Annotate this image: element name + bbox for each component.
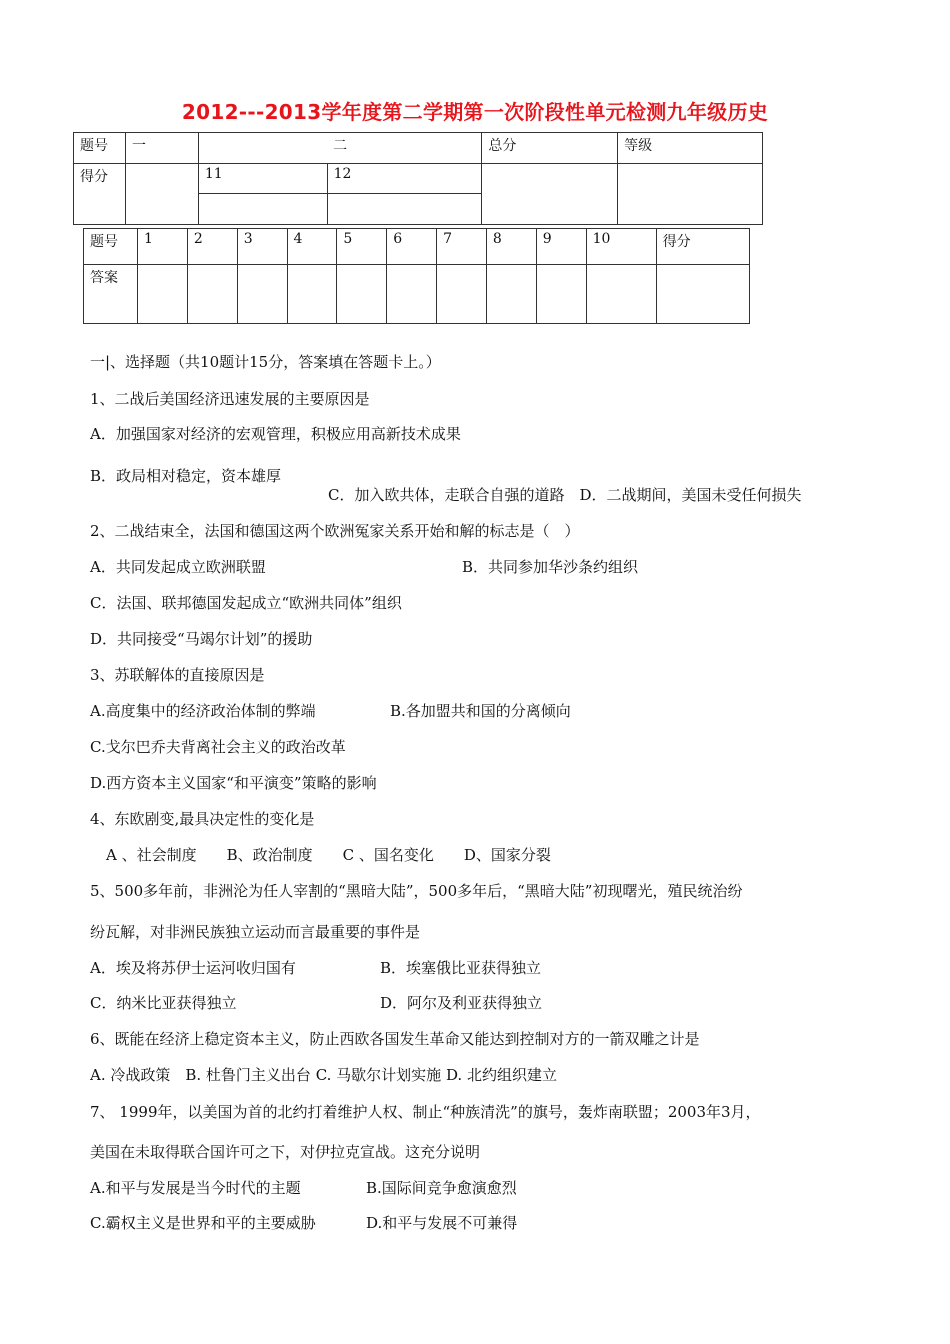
answer-row-label: 答案 [84,265,138,324]
cell-11-score [198,194,327,225]
q3-option-d: D.西方资本主义国家“和平演变”策略的影响 [90,774,377,792]
q4-options: A 、社会制度 B、政治制度 C 、国名变化 D、国家分裂 [106,846,551,864]
cell-h-num: 题号 [74,133,126,164]
q2-option-b: B．共同参加华沙条约组织 [462,558,639,576]
cell-12-score [327,194,482,225]
q3-option-a: A.高度集中的经济政治体制的弊端 [90,702,316,720]
cell-r-score: 得分 [74,164,126,225]
answer-header-cell: 9 [536,229,586,265]
q4-stem: 4、东欧剧变,最具决定性的变化是 [90,810,315,828]
answer-header-cell: 得分 [656,229,749,265]
cell-h-total: 总分 [482,133,618,164]
score-table [73,132,763,225]
answer-header-cell: 2 [187,229,237,265]
q1-option-b: B．政局相对稳定，资本雄厚 [90,467,282,485]
cell-h-grade: 等级 [618,133,763,164]
q2-option-c: C．法国、联邦德国发起成立“欧洲共同体”组织 [90,594,402,612]
q1-stem: 1、二战后美国经济迅速发展的主要原因是 [90,390,370,408]
answer-header-cell: 10 [586,229,656,265]
page-title: 2012---2013学年度第二学期第一次阶段性单元检测九年级历史 [181,100,769,124]
q6-stem: 6、既能在经济上稳定资本主义，防止西欧各国发生革命又能达到控制对方的一箭双雕之计是 [90,1030,700,1048]
q1-option-a: A．加强国家对经济的宏观管理，积极应用高新技术成果 [90,425,461,443]
q5-option-b: B．埃塞俄比亚获得独立 [380,959,542,977]
q2-option-d: D．共同接受“马竭尔计划”的援助 [90,630,313,648]
answer-header-cell: 1 [138,229,188,265]
cell-h-1: 一 [125,133,198,164]
q1-option-cd: C．加入欧共体，走联合自强的道路 D．二战期间，美国未受任何损失 [328,486,802,504]
answer-cell [138,265,188,324]
answer-header-cell: 5 [337,229,387,265]
answer-cell [387,265,437,324]
answer-row [84,265,750,324]
q2-option-a: A．共同发起成立欧洲联盟 [90,558,266,576]
answer-cell [187,265,237,324]
answer-header-cell: 7 [437,229,487,265]
q5-stem-line2: 纷瓦解，对非洲民族独立运动而言最重要的事件是 [90,923,421,941]
answer-table [83,228,750,324]
q5-option-a: A．埃及将苏伊士运河收归国有 [90,959,296,977]
answer-cell [586,265,656,324]
answer-header-cell: 题号 [84,229,138,265]
answer-header-cell: 8 [486,229,536,265]
answer-cell [536,265,586,324]
cell-score-grade [618,164,763,225]
q3-stem: 3、苏联解体的直接原因是 [90,666,265,684]
q7-option-b: B.国际间竞争愈演愈烈 [366,1179,517,1197]
q7-option-a: A.和平与发展是当今时代的主题 [90,1179,301,1197]
q6-options: A. 冷战政策 B. 杜鲁门主义出台 C. 马歇尔计划实施 D. 北约组织建立 [90,1066,557,1084]
q2-stem: 2、二战结束全，法国和德国这两个欧洲冤家关系开始和解的标志是（ ） [90,522,580,540]
answer-cell [437,265,487,324]
answer-header-cell: 6 [387,229,437,265]
cell-11: 11 [198,164,327,194]
q5-option-c: C．纳米比亚获得独立 [90,994,237,1012]
q3-option-b: B.各加盟共和国的分离倾向 [390,702,571,720]
q3-option-c: C.戈尔巴乔夫背离社会主义的政治改革 [90,738,346,756]
answer-cell [337,265,387,324]
q7-stem-line1: 7、 1999年，以美国为首的北约打着维护人权、制止“种族清洗”的旗号，轰炸南联盟；2003年3月， [90,1103,761,1121]
cell-score-1 [125,164,198,225]
answer-cell [656,265,749,324]
answer-cell [287,265,337,324]
q7-option-c: C.霸权主义是世界和平的主要威胁 [90,1214,316,1232]
q5-stem-line1: 5、500多年前，非洲沦为任人宰割的“黑暗大陆”，500多年后，“黑暗大陆”初现曙光，殖民统治纷 [90,882,743,900]
cell-h-2: 二 [198,133,482,164]
answer-header-cell: 3 [237,229,287,265]
q5-option-d: D．阿尔及利亚获得独立 [380,994,543,1012]
answer-cell [486,265,536,324]
cell-12: 12 [327,164,482,194]
q7-option-d: D.和平与发展不可兼得 [366,1214,518,1232]
section-heading: 一|、选择题（共10题计15分，答案填在答题卡上。） [90,353,441,371]
answer-cell [237,265,287,324]
answer-header-row [84,229,750,265]
answer-header-cell: 4 [287,229,337,265]
q7-stem-line2: 美国在未取得联合国许可之下，对伊拉克宣战。这充分说明 [90,1143,481,1161]
cell-score-total [482,164,618,225]
